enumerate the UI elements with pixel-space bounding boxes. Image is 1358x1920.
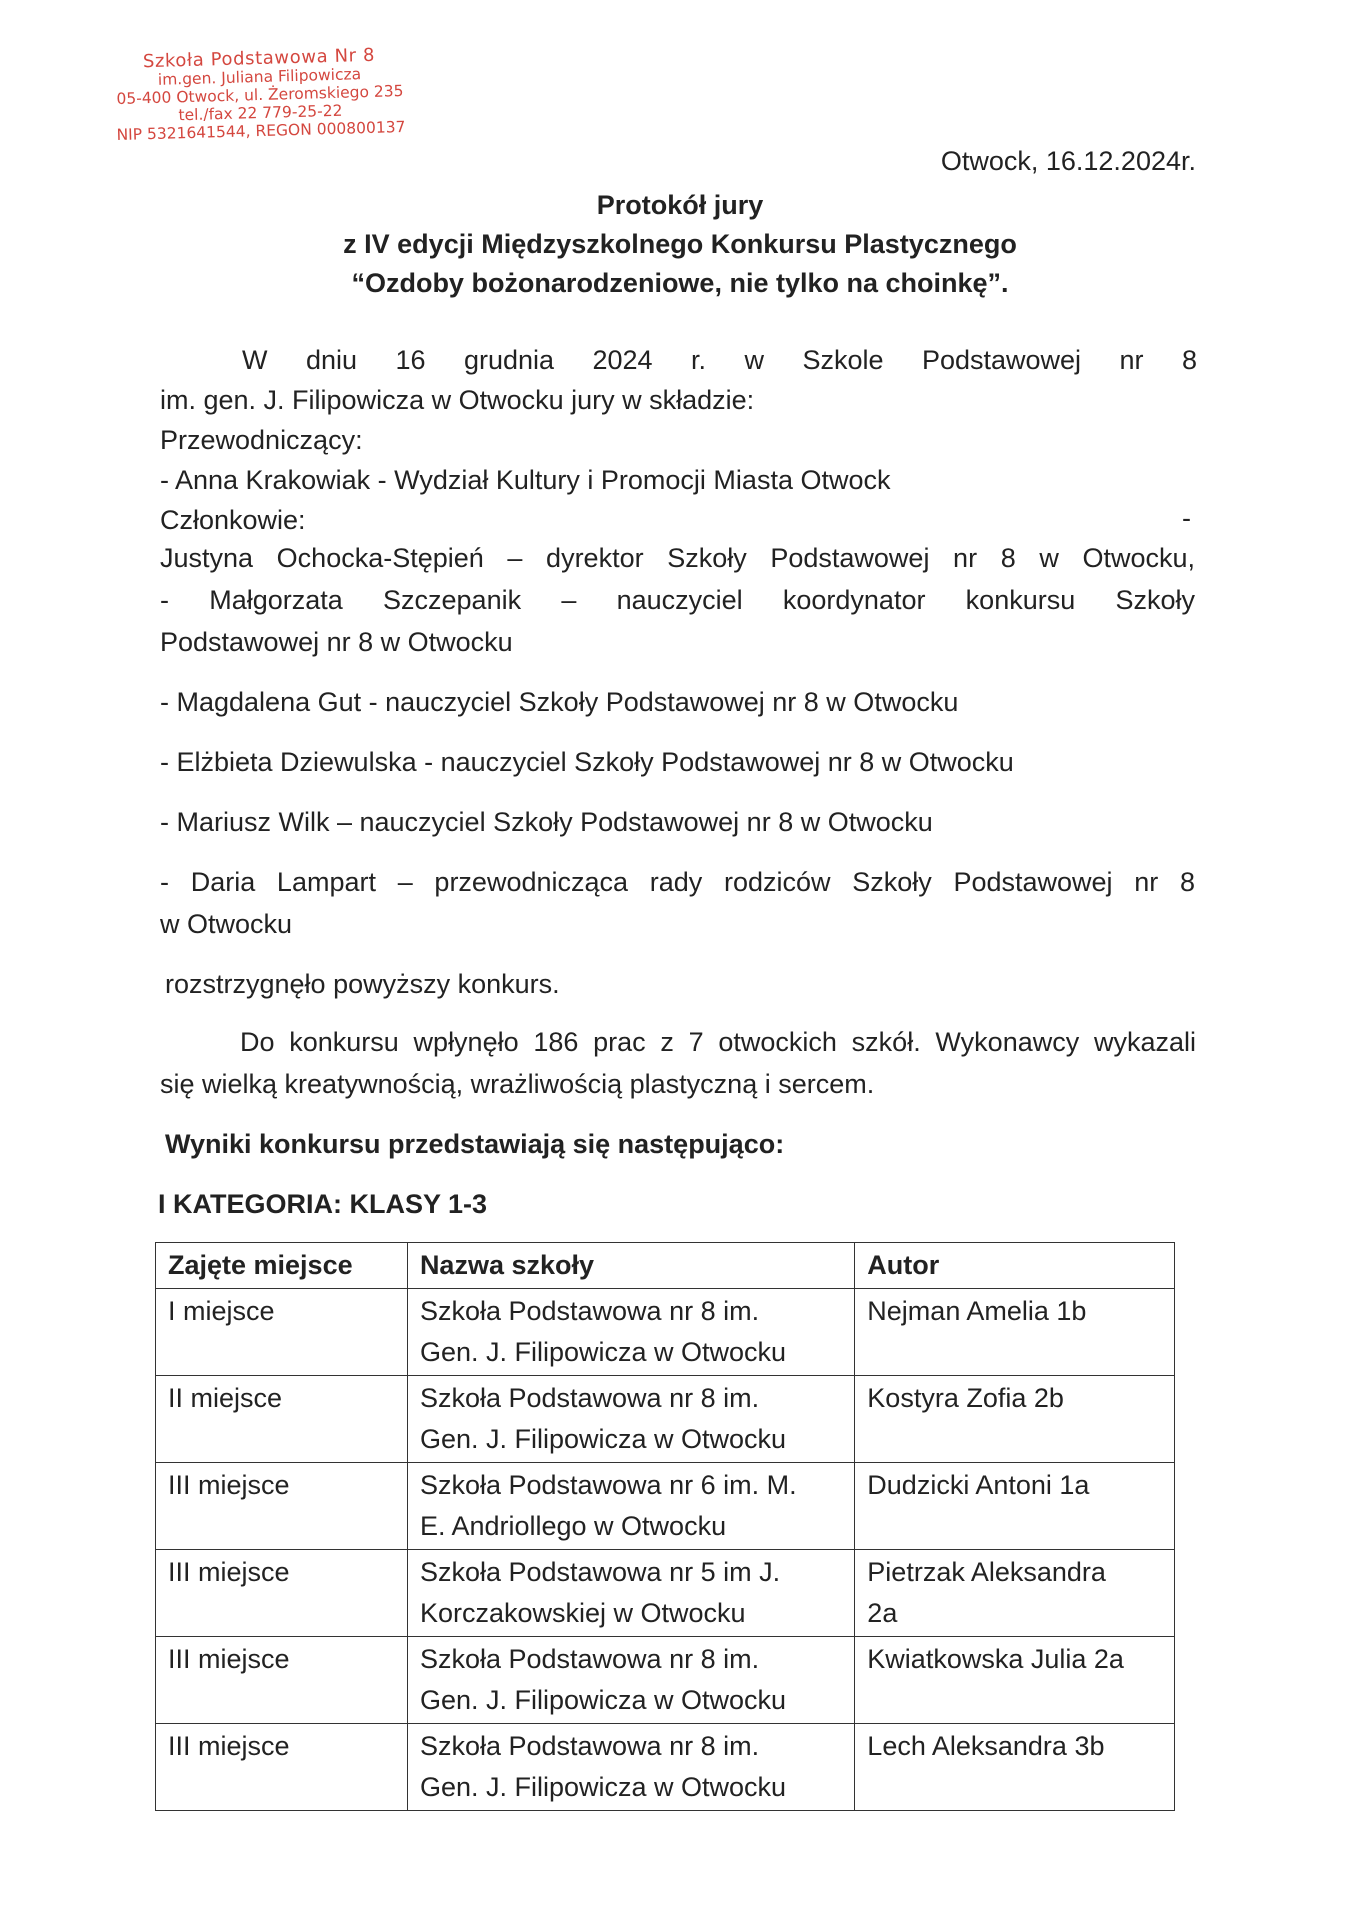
place-cell: III miejsce xyxy=(156,1637,408,1724)
author-line: Lech Aleksandra 3b xyxy=(867,1731,1105,1761)
chair-heading: Przewodniczący: xyxy=(160,425,363,455)
school-cell xyxy=(407,1724,854,1811)
intro-line: im. gen. J. Filipowicza w Otwocku jury w składzie: xyxy=(160,385,755,415)
members-heading: Członkowie: xyxy=(160,505,306,535)
school-line: Gen. J. Filipowicza w Otwocku xyxy=(419,1685,787,1715)
member-line: - Elżbieta Dziewulska - nauczyciel Szkoły Podstawowej nr 8 w Otwocku xyxy=(160,747,1014,777)
school-line: Szkoła Podstawowa nr 8 im. xyxy=(419,1296,760,1326)
author-line: Dudzicki Antoni 1a xyxy=(867,1470,1090,1500)
school-cell xyxy=(407,1637,854,1724)
column-header: Nazwa szkoły xyxy=(407,1243,854,1289)
results-table xyxy=(155,1242,1175,1811)
school-line: Szkoła Podstawowa nr 8 im. xyxy=(419,1731,760,1761)
member-line: w Otwocku xyxy=(160,909,293,939)
school-line: Korczakowskiej w Otwocku xyxy=(419,1598,746,1628)
resolution-line: rozstrzygnęło powyższy konkurs. xyxy=(165,969,560,999)
table-row xyxy=(156,1637,1175,1724)
stamp-line: NIP 5321641544, REGON 000800137 xyxy=(116,117,406,145)
column-header: Autor xyxy=(855,1243,1175,1289)
title-line: “Ozdoby bożonarodzeniowe, nie tylko na choinkę”. xyxy=(351,268,1009,298)
member-line: - Małgorzata Szczepanik – nauczyciel koordynator konkursu Szkoły xyxy=(160,585,1195,615)
category-heading: I KATEGORIA: KLASY 1-3 xyxy=(158,1189,488,1219)
school-cell xyxy=(407,1376,854,1463)
school-line: Gen. J. Filipowicza w Otwocku xyxy=(419,1337,787,1367)
place-cell: III miejsce xyxy=(156,1463,408,1550)
author-line: Kwiatkowska Julia 2a xyxy=(867,1644,1124,1674)
school-line: Szkoła Podstawowa nr 5 im J. xyxy=(419,1557,781,1587)
table-row xyxy=(156,1289,1175,1376)
stamp-line: im.gen. Juliana Filipowicza xyxy=(157,65,362,89)
chair-member: - Anna Krakowiak - Wydział Kultury i Promocji Miasta Otwock xyxy=(160,465,891,495)
author-cell xyxy=(855,1376,1175,1463)
school-cell xyxy=(407,1550,854,1637)
author-line: 2a xyxy=(867,1598,898,1628)
member-line: - Daria Lampart – przewodnicząca rady rodziców Szkoły Podstawowej nr 8 xyxy=(160,867,1195,897)
table-row xyxy=(156,1376,1175,1463)
stamp-line: tel./fax 22 779-25-22 xyxy=(178,101,343,125)
document-title xyxy=(280,186,1080,303)
table-row xyxy=(156,1463,1175,1550)
title-line: z IV edycji Międzyszkolnego Konkursu Plastycznego xyxy=(343,229,1017,259)
author-cell xyxy=(855,1463,1175,1550)
place-cell: II miejsce xyxy=(156,1376,408,1463)
member-line: Podstawowej nr 8 w Otwocku xyxy=(160,627,513,657)
member-line: Justyna Ochocka-Stępień – dyrektor Szkoły Podstawowej nr 8 w Otwocku, xyxy=(160,543,1195,573)
author-line: Nejman Amelia 1b xyxy=(867,1296,1087,1326)
author-cell xyxy=(855,1289,1175,1376)
document-date: Otwock, 16.12.2024r. xyxy=(940,146,1196,176)
school-line: Szkoła Podstawowa nr 8 im. xyxy=(419,1383,760,1413)
author-line: Kostyra Zofia 2b xyxy=(867,1383,1064,1413)
title-line: Protokół jury xyxy=(596,190,764,220)
school-line: Gen. J. Filipowicza w Otwocku xyxy=(419,1772,787,1802)
school-line: Gen. J. Filipowicza w Otwocku xyxy=(419,1424,787,1454)
summary-line: się wielką kreatywnością, wrażliwością plastyczną i sercem. xyxy=(160,1069,875,1099)
table-row xyxy=(156,1724,1175,1811)
stamp-line: Szkoła Podstawowa Nr 8 xyxy=(142,44,376,73)
author-cell xyxy=(855,1550,1175,1637)
member-line: - Magdalena Gut - nauczyciel Szkoły Podstawowej nr 8 w Otwocku xyxy=(160,687,959,717)
school-line: Szkoła Podstawowa nr 6 im. M. xyxy=(419,1470,797,1500)
summary-line: Do konkursu wpłynęło 186 prac z 7 otwockich szkół. Wykonawcy wykazali xyxy=(240,1027,1196,1057)
school-line: E. Andriollego w Otwocku xyxy=(419,1511,727,1541)
table-header-row xyxy=(156,1243,1175,1289)
column-header: Zajęte miejsce xyxy=(156,1243,408,1289)
members-dash: - xyxy=(1182,503,1191,533)
place-cell: I miejsce xyxy=(156,1289,408,1376)
author-line: Pietrzak Aleksandra xyxy=(867,1557,1106,1587)
author-cell xyxy=(855,1724,1175,1811)
school-stamp xyxy=(99,46,421,145)
school-cell xyxy=(407,1463,854,1550)
results-heading: Wyniki konkursu przedstawiają się następująco: xyxy=(165,1129,785,1159)
table-row xyxy=(156,1550,1175,1637)
stamp-line: 05-400 Otwock, ul. Żeromskiego 235 xyxy=(116,81,404,109)
intro-line: W dniu 16 grudnia 2024 r. w Szkole Podstawowej nr 8 xyxy=(242,345,1197,375)
place-cell: III miejsce xyxy=(156,1550,408,1637)
author-cell xyxy=(855,1637,1175,1724)
school-cell xyxy=(407,1289,854,1376)
member-line: - Mariusz Wilk – nauczyciel Szkoły Podstawowej nr 8 w Otwocku xyxy=(160,807,933,837)
place-cell: III miejsce xyxy=(156,1724,408,1811)
school-line: Szkoła Podstawowa nr 8 im. xyxy=(419,1644,760,1674)
